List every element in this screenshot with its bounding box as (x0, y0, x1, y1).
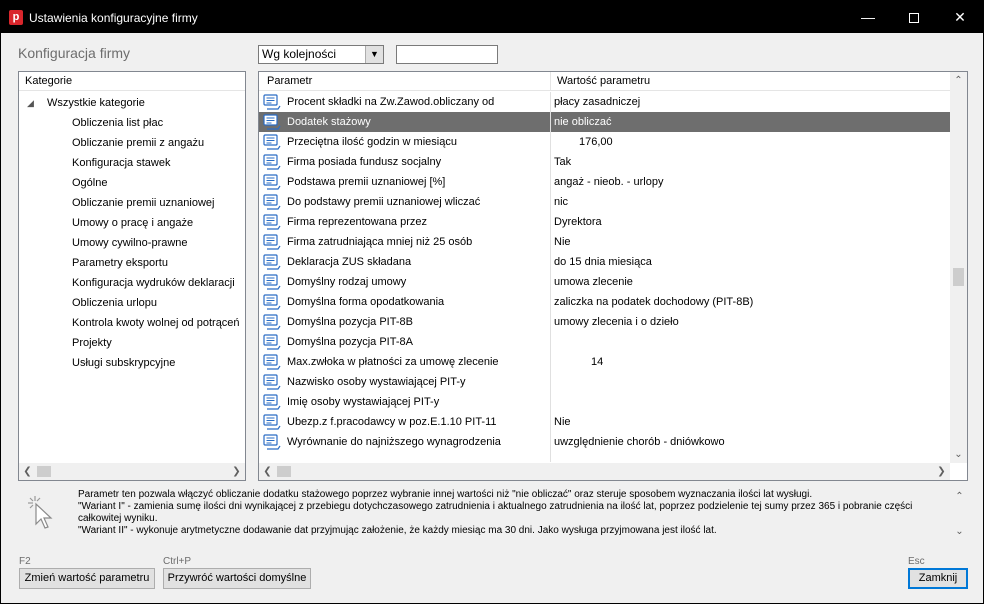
category-item[interactable]: Konfiguracja stawek (72, 157, 171, 169)
parameter-icon (263, 394, 281, 410)
table-row[interactable] (259, 292, 950, 312)
table-row[interactable] (259, 352, 950, 372)
category-item[interactable]: Ogólne (72, 177, 108, 189)
parameter-icon (263, 374, 281, 390)
close-window-button[interactable] (937, 1, 983, 33)
parameter-name: Domyślny rodzaj umowy (287, 276, 407, 288)
parameter-name: Do podstawy premii uznaniowej wliczać (287, 196, 481, 208)
table-row[interactable] (259, 172, 950, 192)
category-item[interactable]: Projekty (72, 337, 112, 349)
parameter-name: Domyślna pozycja PIT-8B (287, 316, 413, 328)
category-item[interactable]: Umowy o pracę i angaże (72, 217, 194, 229)
column-header-value[interactable]: Wartość parametru (557, 75, 651, 87)
column-separator[interactable] (550, 72, 551, 91)
category-item[interactable]: Usługi subskrypcyjne (72, 357, 176, 369)
parameter-name: Dodatek stażowy (287, 116, 371, 128)
category-item[interactable]: Konfiguracja wydruków deklaracji (72, 277, 235, 289)
table-row[interactable] (259, 392, 950, 412)
parameters-header (259, 72, 950, 91)
parameter-value[interactable]: 176,00 (579, 136, 613, 148)
categories-header: Kategorie (19, 72, 245, 91)
parameter-icon (263, 314, 281, 330)
category-item[interactable]: Umowy cywilno-prawne (72, 237, 188, 249)
category-item[interactable]: Obliczenia list płac (72, 117, 164, 129)
column-divider (550, 92, 551, 462)
parameter-value[interactable]: Nie (554, 236, 571, 248)
parameter-icon (263, 414, 281, 430)
parameter-value[interactable]: angaż - nieob. - urlopy (554, 176, 664, 188)
parameter-value[interactable]: nie obliczać (554, 116, 612, 128)
restore-defaults-button[interactable]: Przywróć wartości domyślne (163, 568, 311, 589)
parameter-value[interactable]: zaliczka na podatek dochodowy (PIT-8B) (554, 296, 754, 308)
scroll-right-icon[interactable]: ❯ (232, 466, 241, 477)
filter-input[interactable] (396, 45, 498, 64)
description-text: Parametr ten pozwala włączyć obliczanie dodatku stażowego poprzez wybranie innej wartości niż "nie obliczać" oraz steruje sposobem wyznaczania ilości lat wysługi. "Wariant I" - zamienia sumę ilości dni wynikającej z przebiegu dotychczasowego zatrudnienia i aktualnego zatrudnienia na ilość lat, poprzez podzielenie tej sumy przez 365 i pobranie części całkowitej wyniku. "Wariant II" - wykonuje arytmetyczne dodawanie dat przyjmując założenie, że każdy miesiąc ma 30 dni. Jako wysługa przyjmowana jest ilość lat. (78, 489, 913, 536)
table-row[interactable] (259, 332, 950, 352)
maximize-icon (909, 13, 919, 23)
tree-collapse-icon[interactable]: ◢ (27, 98, 34, 108)
scroll-thumb[interactable] (37, 466, 51, 477)
parameter-name: Max.zwłoka w płatności za umowę zlecenie (287, 356, 499, 368)
table-row[interactable] (259, 372, 950, 392)
close-button[interactable]: Zamknij (908, 568, 968, 589)
parameter-icon (263, 174, 281, 190)
close-hotkey-label: Esc (908, 556, 925, 567)
title-bar[interactable] (1, 1, 983, 33)
chevron-down-icon[interactable]: ▼ (365, 46, 383, 63)
parameter-name: Firma reprezentowana przez (287, 216, 428, 228)
parameter-icon (263, 154, 281, 170)
parameters-hscrollbar[interactable] (259, 463, 950, 480)
category-root[interactable] (19, 93, 245, 113)
parameter-value[interactable]: do 15 dnia miesiąca (554, 256, 652, 268)
parameter-icon (263, 214, 281, 230)
category-item[interactable]: Obliczenia urlopu (72, 297, 157, 309)
restore-hotkey-label: Ctrl+P (163, 556, 192, 567)
table-row[interactable] (259, 132, 950, 152)
sort-order-value: Wg kolejności (262, 47, 337, 61)
table-row[interactable] (259, 192, 950, 212)
parameter-icon (263, 354, 281, 370)
parameter-icon (263, 134, 281, 150)
categories-hscrollbar[interactable] (19, 463, 245, 480)
table-row[interactable] (259, 152, 950, 172)
parameters-vscrollbar[interactable] (950, 72, 967, 463)
table-row[interactable] (259, 272, 950, 292)
scroll-left-icon[interactable]: ❮ (263, 466, 272, 477)
parameter-name: Domyślna forma opodatkowania (287, 296, 445, 308)
window-title: Ustawienia konfiguracyjne firmy (29, 11, 198, 25)
app-logo-icon: p (9, 10, 23, 25)
category-root-label: Wszystkie kategorie (47, 97, 145, 109)
parameter-name: Procent składki na Zw.Zawod.obliczany od (287, 96, 495, 108)
scroll-thumb[interactable] (953, 268, 964, 286)
description-vscrollbar[interactable] (951, 486, 968, 540)
parameters-rows (259, 92, 950, 462)
parameter-icon (263, 254, 281, 270)
parameter-name: Ubezp.z f.pracodawcy w poz.E.1.10 PIT-11 (287, 416, 497, 428)
category-item[interactable]: Kontrola kwoty wolnej od potrąceń (72, 317, 240, 329)
categories-tree[interactable] (18, 71, 246, 481)
parameter-value[interactable]: 14 (591, 356, 604, 368)
sort-order-select[interactable] (258, 45, 384, 64)
parameter-icon (263, 434, 281, 450)
table-row[interactable] (259, 432, 950, 452)
parameter-value[interactable]: nic (554, 196, 569, 208)
table-row[interactable] (259, 92, 950, 112)
category-item[interactable]: Obliczanie premii uznaniowej (72, 197, 215, 209)
parameters-grid[interactable] (258, 71, 968, 481)
parameter-name: Nazwisko osoby wystawiającej PIT-y (287, 376, 466, 388)
scroll-thumb[interactable] (277, 466, 291, 477)
parameter-name: Przeciętna ilość godzin w miesiącu (287, 136, 457, 148)
parameter-icon (263, 194, 281, 210)
category-item[interactable]: Obliczanie premii z angażu (72, 137, 205, 149)
change-value-button[interactable]: Zmień wartość parametru (19, 568, 155, 589)
parameter-value[interactable]: umowa zlecenie (554, 276, 633, 288)
scroll-up-icon[interactable]: ⌃ (954, 75, 963, 86)
parameter-icon (263, 94, 281, 110)
change-hotkey-label: F2 (19, 556, 31, 567)
parameter-name: Domyślna pozycja PIT-8A (287, 336, 413, 348)
parameter-icon (263, 274, 281, 290)
parameter-icon (263, 234, 281, 250)
maximize-button[interactable] (891, 1, 937, 33)
parameter-name: Podstawa premii uznaniowej [%] (287, 176, 446, 188)
parameter-value[interactable]: płacy zasadniczej (554, 96, 641, 108)
scroll-up-icon[interactable]: ⌃ (955, 491, 964, 502)
table-row[interactable] (259, 232, 950, 252)
scroll-left-icon[interactable]: ❮ (23, 466, 32, 477)
parameter-value[interactable]: Tak (554, 156, 572, 168)
table-row[interactable] (259, 412, 950, 432)
parameter-icon (263, 114, 281, 130)
parameter-value[interactable]: umowy zlecenia i o dzieło (554, 316, 679, 328)
parameter-name: Imię osoby wystawiającej PIT-y (287, 396, 440, 408)
scroll-down-icon[interactable]: ⌄ (955, 526, 964, 537)
parameter-description (18, 484, 968, 542)
table-row[interactable] (259, 112, 950, 132)
parameter-name: Firma zatrudniająca mniej niż 25 osób (287, 236, 473, 248)
table-row[interactable] (259, 212, 950, 232)
minimize-button[interactable] (845, 1, 891, 33)
close-icon: ✕ (954, 9, 966, 25)
parameter-icon (263, 334, 281, 350)
scroll-down-icon[interactable]: ⌄ (954, 449, 963, 460)
parameter-name: Deklaracja ZUS składana (287, 256, 412, 268)
parameter-value[interactable]: uwzględnienie chorób - dniówkowo (554, 436, 725, 448)
table-row[interactable] (259, 312, 950, 332)
section-title: Konfiguracja firmy (18, 45, 131, 61)
parameter-name: Wyrównanie do najniższego wynagrodzenia (287, 436, 501, 448)
category-item[interactable]: Parametry eksportu (72, 257, 168, 269)
cursor-hint-icon (26, 494, 54, 534)
parameter-name: Firma posiada fundusz socjalny (287, 156, 442, 168)
parameter-icon (263, 294, 281, 310)
minimize-icon: — (861, 9, 875, 25)
parameter-value[interactable]: Dyrektora (554, 216, 602, 228)
column-header-parameter[interactable]: Parametr (267, 75, 313, 87)
table-row[interactable] (259, 252, 950, 272)
parameter-value[interactable]: Nie (554, 416, 571, 428)
scroll-right-icon[interactable]: ❯ (937, 466, 946, 477)
